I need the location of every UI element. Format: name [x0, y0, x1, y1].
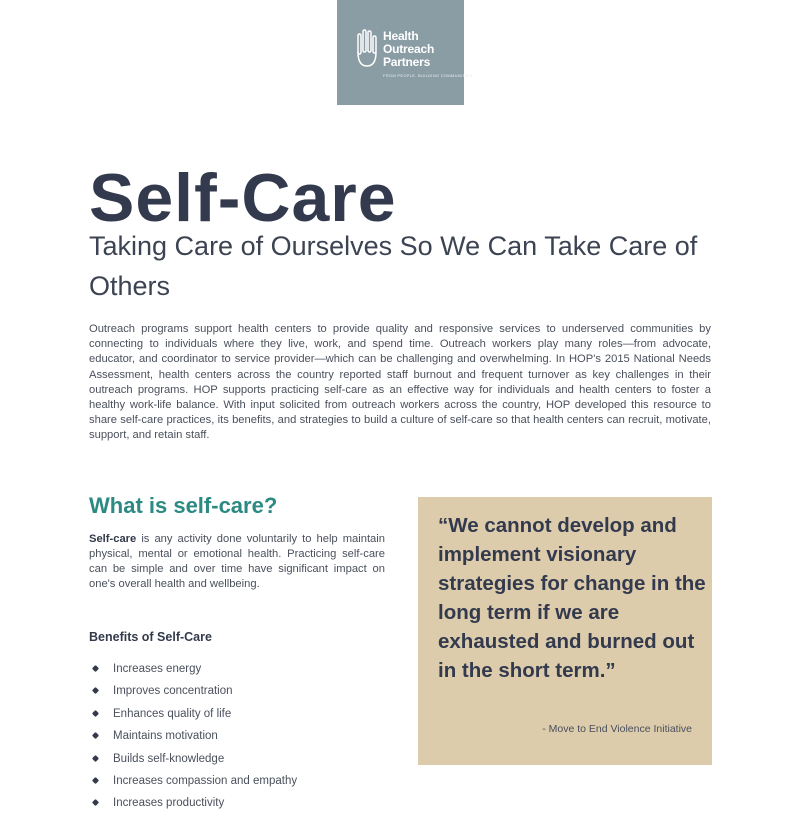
logo-tagline: FROM PEOPLE. BUILDING COMMUNITIES. — [383, 73, 474, 78]
list-item-label: Increases productivity — [113, 797, 225, 810]
quote-callout — [418, 497, 712, 765]
quote-text: “We cannot develop and implement visionary strategies for change in the long term if we are exhausted and burned out in the short term.” — [438, 514, 706, 682]
list-item — [89, 680, 389, 702]
bullet-icon — [92, 755, 99, 762]
quote-attribution: - Move to End Violence Initiative — [542, 723, 692, 735]
list-item — [89, 748, 389, 770]
list-item-label: Improves concentration — [113, 685, 233, 698]
page-subtitle: Taking Care of Ourselves So We Can Take Care of Others — [89, 231, 698, 301]
logo-line-3: Partners — [383, 55, 431, 69]
page-title: Self-Care — [89, 160, 397, 236]
bullet-icon — [92, 687, 99, 694]
benefits-heading: Benefits of Self-Care — [89, 630, 212, 644]
logo-line-2: Outreach — [383, 42, 435, 56]
list-item-label: Enhances quality of life — [113, 707, 232, 720]
list-item — [89, 792, 389, 814]
bullet-icon — [92, 732, 99, 739]
list-item — [89, 658, 389, 680]
section-heading: What is self-care? — [89, 493, 278, 518]
definition-text: is any activity done voluntarily to help maintain physical, mental or emotional health. Practicing self-care can be simple and over time have significant impact on one's overall health and wellbeing. — [89, 533, 385, 590]
bullet-icon — [92, 710, 99, 717]
definition-paragraph — [89, 532, 385, 592]
list-item — [89, 770, 389, 792]
intro-paragraph: Outreach programs support health centers to provide quality and responsive services to underserved communities by connecting to individuals where they live, work, and spend time. Outreach workers play many roles—from advocate, educator, and coordinator to service provider—which can be challenging and overwhelming. In HOP's 2015 National Needs Assessment, health centers across the country reported staff burnout and frequent turnover as key challenges in their outreach programs. HOP supports practicing self-care as an effective way for individuals and health centers to foster a healthy work-life balance. With input solicited from outreach workers across the country, HOP developed this resource to share self-care practices, its benefits, and strategies to build a culture of self-care so that health centers can recruit, motivate, support, and retain staff. — [89, 323, 711, 442]
definition-term: Self-care — [89, 533, 137, 545]
benefits-list — [89, 658, 389, 815]
list-item-label: Increases energy — [113, 663, 202, 675]
hand-icon — [355, 28, 379, 68]
list-item-label: Increases compassion and empathy — [113, 774, 298, 787]
list-item — [89, 725, 389, 747]
bullet-icon — [92, 799, 99, 806]
logo — [337, 0, 474, 105]
list-item — [89, 703, 389, 725]
bullet-icon — [92, 777, 99, 784]
logo-line-1: Health — [383, 29, 419, 43]
list-item-label: Maintains motivation — [113, 730, 218, 743]
list-item-label: Builds self-knowledge — [113, 752, 225, 765]
bullet-icon — [92, 665, 99, 672]
logo-wordmark — [383, 30, 434, 69]
